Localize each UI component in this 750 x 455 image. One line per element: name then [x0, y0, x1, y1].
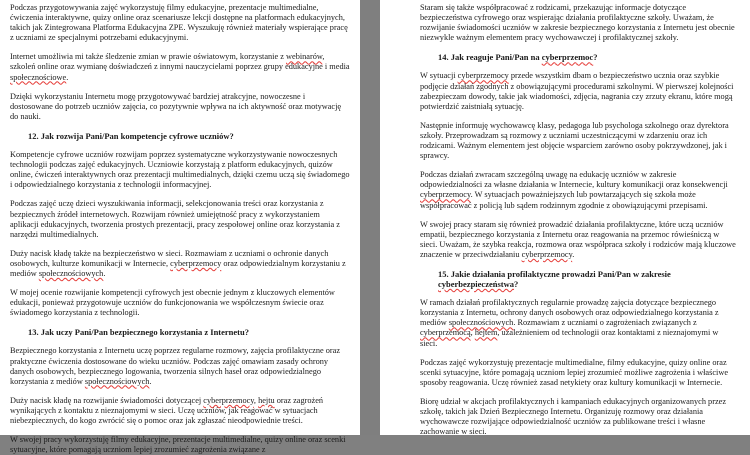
text-run: ,	[470, 328, 475, 338]
paragraph	[420, 170, 736, 210]
text-run: ?	[593, 52, 598, 63]
paragraph: Dzięki wykorzystaniu Internetu mogę przygotowywać bardziej atrakcyjne, nowoczesne i dostosowane do potrzeb uczniów zajęcia, co pozytywnie wpływa na ich aktywność oraz motywację do nauki.	[10, 91, 342, 121]
paragraph	[10, 52, 350, 82]
spellcheck-word[interactable]: cyberprzemocy	[521, 249, 573, 259]
text-run: W ramach działań profilaktycznych regularnie prowadzę zajęcia dotyczące bezpiecznego korzystania z Internetu, ochrony danych osobowych oraz odpowiedzialnego korzystania z mediów	[420, 298, 719, 328]
spellcheck-word[interactable]: cyberprzemocą	[420, 328, 471, 338]
text-run: 14. Jak reaguje Pani/Pan na	[438, 52, 542, 63]
text-run: Podczas działań zwracam szczególną uwagę na edukację uczniów w zakresie odpowiedzialności za własne działania w Internecie, kultury komunikacji oraz konsekwencji	[420, 170, 728, 190]
text-run: W swojej pracy staram się również prowadzić działania profilaktyczne, które uczą uczniów empatii, bezpiecznego korzystania z Internetu oraz reagowania na przemoc rówieśniczą w sieci. Uważam, że szybka reakcja, rozmowa oraz współpraca szkoły i rodziców mają kluczowe znaczenie w przeciwdziałaniu	[420, 219, 736, 259]
document-page-left[interactable]	[0, 0, 360, 455]
spellcheck-word[interactable]: hejtu	[258, 395, 275, 405]
question-heading-14	[420, 52, 736, 62]
text-run: Duży nacisk kładę na rozwijanie świadomości dotyczącej	[10, 395, 204, 405]
text-run: , szkoleń online oraz wymianę doświadczeń z innymi nauczycielami poprzez grupy edukacyjne i media	[10, 52, 350, 72]
paragraph	[10, 346, 350, 386]
spellcheck-word[interactable]: społecznościowych	[84, 376, 150, 386]
text-run: .	[572, 249, 575, 259]
spellcheck-word[interactable]: cyberprzemoc	[541, 52, 594, 63]
text-run: ,	[253, 395, 259, 405]
spellcheck-word[interactable]: hejtem	[474, 328, 498, 338]
paragraph: Kompetencje cyfrowe uczniów rozwijam poprzez systematyczne wykorzystywanie nowoczesnych technologii podczas zajęć edukacyjnych. Uczniowie korzystają z platform edukacyjnych, quizów online, ćwiczeń interaktywnych oraz prezentacji multimedialnych, dzięki czemu uczą się świadomego i odpowiedzialnego korzystania z technologii informacyjnej.	[10, 150, 350, 190]
paragraph	[420, 220, 736, 260]
text-run: 15. Jakie działania profilaktyczne prowadzi Pani/Pan w zakresie	[438, 268, 671, 279]
paragraph: Następnie informuję wychowawcę klasy, pedagoga lub psychologa szkolnego oraz dyrektora szkoły. Przeprowadzam są rozmowy z uczniami uczestniczącymi w zdarzeniu oraz ich rodzicami. Ważnym elementem jest objęcie wsparciem zarówno osoby pokrzywdzonej, jak i sprawcy.	[420, 120, 729, 161]
spellcheck-word[interactable]: cyberprzemocy	[457, 71, 509, 81]
spellcheck-word[interactable]: cyberprzemocy	[203, 395, 254, 405]
document-page-right[interactable]	[380, 0, 750, 435]
paragraph: W swojej pracy wykorzystuję filmy edukacyjne, prezentacje multimedialne, quizy online oraz scenki sytuacyjne, które pomagają uczniom lepiej zrozumieć zagrożenia związane z	[10, 435, 346, 455]
paragraph: Podczas zajęć uczę dzieci wyszukiwania informacji, selekcjonowania treści oraz korzystania z bezpiecznych źródeł internetowych. Rozwijam również umiejętność pracy z wykorzystaniem aplikacji edukacyjnych, tworzenia prostych prezentacji, pracy zespołowej online oraz korzystania z narzędzi multimedialnych.	[10, 199, 340, 239]
spellcheck-word[interactable]: społecznościowych	[448, 318, 514, 328]
spellcheck-word[interactable]: cyberbezpieczeństwa	[438, 279, 515, 290]
question-heading-12: 12. Jak rozwija Pani/Pan kompetencje cyfrowe uczniów?	[28, 130, 234, 141]
paragraph	[10, 249, 350, 279]
page-gutter	[360, 0, 380, 435]
text-run: , uzależnieniem od technologii oraz kontaktami z nieznajomymi w sieci.	[420, 328, 719, 348]
paragraph: Podczas zajęć wykorzystuję prezentacje multimedialne, filmy edukacyjne, quizy online oraz scenki sytuacyjne, które pomagają uczniom lepiej zrozumieć możliwe zagrożenia i właściwe sposoby reagowania. Uczę również zasad netykiety oraz kultury komunikacji w Internecie.	[420, 357, 729, 387]
spellcheck-word[interactable]: cyberprzemocy	[170, 258, 222, 268]
paragraph: Podczas przygotowywania zajęć wykorzystuję filmy edukacyjne, prezentacje multimedialne, ćwiczenia interaktywne, quizy online oraz scenariusze lekcji dostępne na platformach edukacyjnych, takich jak Zintegrowana Platforma Edukacyjna ZPE. Wyszukuję również materiały wspierające pracę z uczniami ze specjalnymi potrzebami edukacyjnymi.	[10, 3, 348, 43]
text-run: przede wszystkim dbam o bezpieczeństwo ucznia oraz szybkie podjęcie działań zgodnych z obowiązującymi procedurami szkolnymi. W pierwszej kolejności zabezpieczam dowody, takie jak wiadomości, zdjęcia, nagrania czy zrzuty ekranu, które mogą potwierdzić zaistniałą sytuację.	[420, 71, 734, 111]
text-run: . Rozmawiam z uczniami o zagrożeniach związanych z	[513, 318, 697, 328]
paragraph	[420, 298, 736, 348]
question-heading-13: 13. Jak uczy Pani/Pan bezpiecznego korzystania z Internetu?	[28, 327, 249, 338]
question-heading-15	[420, 269, 736, 289]
text-run: W sytuacji	[420, 71, 458, 81]
text-run: Internet umożliwia mi także śledzenie zmian w prawie oświatowym, korzystanie z	[10, 52, 287, 62]
paragraph: Biorę udział w akcjach profilaktycznych i kampaniach edukacyjnych organizowanych przez szkołę, takich jak Dzień Bezpiecznego Internetu. Organizuję rozmowy oraz działania wychowawcze rozwijające odpowiedzialność uczniów za publikowane treści i własne zachowanie w sieci.	[420, 396, 727, 437]
paragraph	[10, 396, 350, 426]
paragraph	[420, 71, 736, 111]
text-run: oraz odpowiedzialnym korzystaniu z mediów	[10, 258, 346, 278]
paragraph: W mojej ocenie rozwijanie kompetencji cyfrowych jest obecnie jednym z kluczowych elementów edukacji, ponieważ przygotowuje uczniów do funkcjonowania we współczesnym świecie oraz świadomego korzystania z technologii.	[10, 288, 335, 318]
spellcheck-word[interactable]: cyberprzemocy	[420, 190, 471, 200]
text-run: .	[66, 72, 69, 82]
paragraph: Staram się także współpracować z rodzicami, przekazując informacje dotyczące bezpieczeństwa cyfrowego oraz wspierając działania profilaktyczne szkoły. Uważam, że rozwijanie świadomości uczniów w zakresie bezpiecznego korzystania z Internetu jest obecnie niezwykle ważnym elementem pracy wychowawczej i profilaktycznej szkoły.	[420, 3, 735, 43]
spellcheck-word[interactable]: webinarów	[286, 52, 323, 62]
spellcheck-word[interactable]: społecznościowe	[10, 72, 67, 82]
spellcheck-word[interactable]: społecznościowych	[38, 268, 104, 278]
text-run: .	[103, 268, 106, 278]
text-run: oraz zagrożeń wynikających z kontaktu z nieznajomymi w sieci. Uczę uczniów, jak reagować w sytuacjach niebezpiecznych, do kogo zwrócić się o pomoc oraz jak zgłaszać nieodpowiednie treści.	[10, 395, 324, 425]
text-run: . W sytuacjach poważniejszych lub powtarzających się szkoła może współpracować z policją lub sądem rodzinnym zgodnie z obowiązującymi przepisami.	[420, 190, 708, 210]
text-run: .	[149, 376, 152, 386]
text-run: Bezpiecznego korzystania z Internetu uczę poprzez regularne rozmowy, zajęcia profilaktyczne oraz praktyczne ćwiczenia dostosowane do wieku uczniów. Podczas zajęć omawiam zasady ochrony danych osobowych, bezpiecznego logowania, tworzenia silnych haseł oraz odpowiedzialnego korzystania z mediów	[10, 346, 341, 386]
text-run: ?	[514, 279, 519, 290]
text-run: Duży nacisk kładę także na bezpieczeństwo w sieci. Rozmawiam z uczniami o ochronie danych osobowych, kulturze komunikacji w Internecie,	[10, 248, 329, 268]
